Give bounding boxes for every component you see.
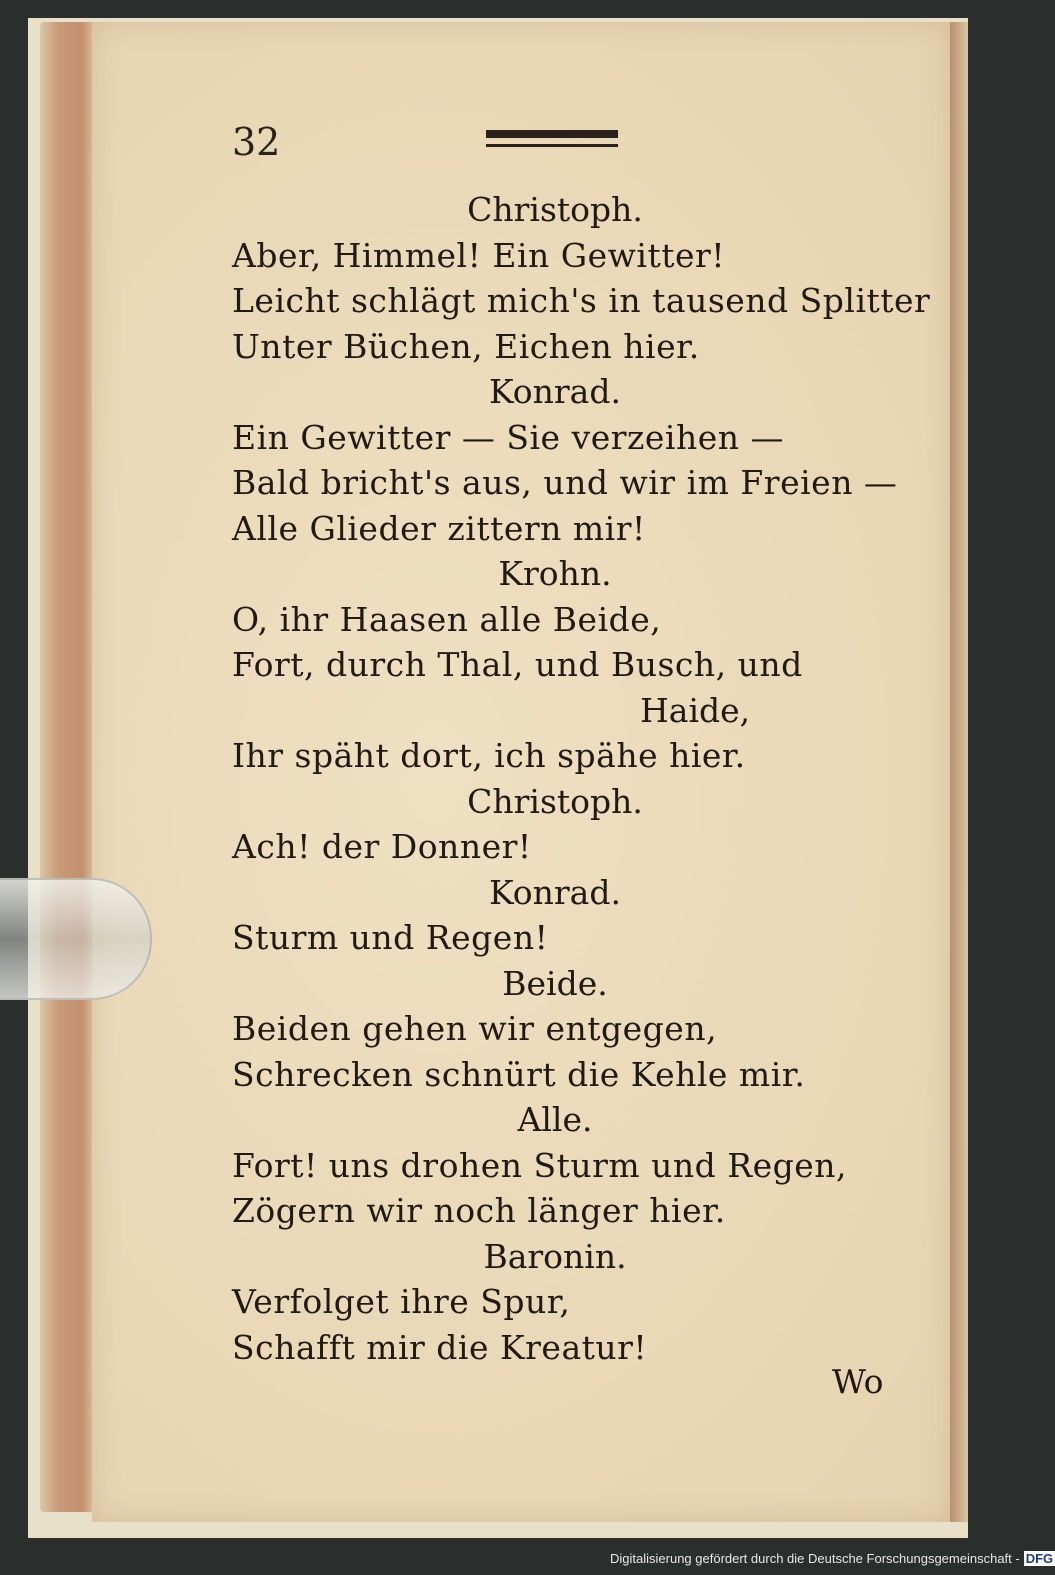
verse-line-continuation: Haide, (640, 690, 751, 730)
verse-line: Fort! uns drohen Sturm und Regen, (232, 1145, 848, 1185)
header-rule-thick (486, 130, 618, 138)
verse-line: Alle Glieder zittern mir! (232, 508, 646, 548)
verse-line: Leicht schlägt mich's in tausend Splitter (232, 281, 931, 320)
verse-line: Verfolget ihre Spur, (232, 1282, 571, 1321)
catchword: Wo (832, 1362, 884, 1401)
verse-line: Zögern wir noch länger hier. (232, 1191, 726, 1230)
verse-line: Bald bricht's aus, und wir im Freien — (232, 463, 898, 502)
speaker-name: Beide. (502, 963, 608, 1003)
header-rule-thin (486, 144, 618, 147)
verse-line: Ein Gewitter — Sie verzeihen — (232, 417, 785, 457)
verse-line: Schrecken schnürt die Kehle mir. (232, 1054, 806, 1094)
verse-line: Ihr späht dort, ich spähe hier. (232, 736, 746, 775)
page-holder-clip (0, 878, 152, 1000)
verse-line: O, ihr Haasen alle Beide, (232, 599, 662, 639)
speaker-name: Christoph. (467, 190, 643, 229)
speaker-name: Christoph. (467, 781, 643, 821)
verse-line: Aber, Himmel! Ein Gewitter! (232, 235, 726, 275)
page-edges-left (40, 22, 100, 1512)
speaker-name: Alle. (517, 1100, 593, 1139)
speaker-name: Baronin. (483, 1236, 627, 1276)
dfg-logo: DFG (1025, 1551, 1054, 1566)
page-edge-right (950, 22, 968, 1522)
verse-line: Ach! der Donner! (232, 827, 532, 866)
verse-line: Sturm und Regen! (232, 918, 549, 957)
verse-line: Fort, durch Thal, und Busch, und (232, 645, 803, 684)
verse-line: Unter Büchen, Eichen hier. (232, 326, 700, 366)
footer-credit (610, 1551, 1055, 1566)
speaker-name: Konrad. (489, 872, 621, 912)
verse-line: Schafft mir die Kreatur! (232, 1327, 648, 1367)
footer-text: Digitalisierung gefördert durch die Deutsche Forschungsgemeinschaft - (610, 1551, 1020, 1566)
verse-line: Beiden gehen wir entgegen, (232, 1009, 718, 1048)
header-rule (486, 128, 618, 150)
speaker-name: Krohn. (498, 554, 612, 593)
speaker-name: Konrad. (489, 372, 621, 411)
page-number: 32 (232, 120, 281, 164)
